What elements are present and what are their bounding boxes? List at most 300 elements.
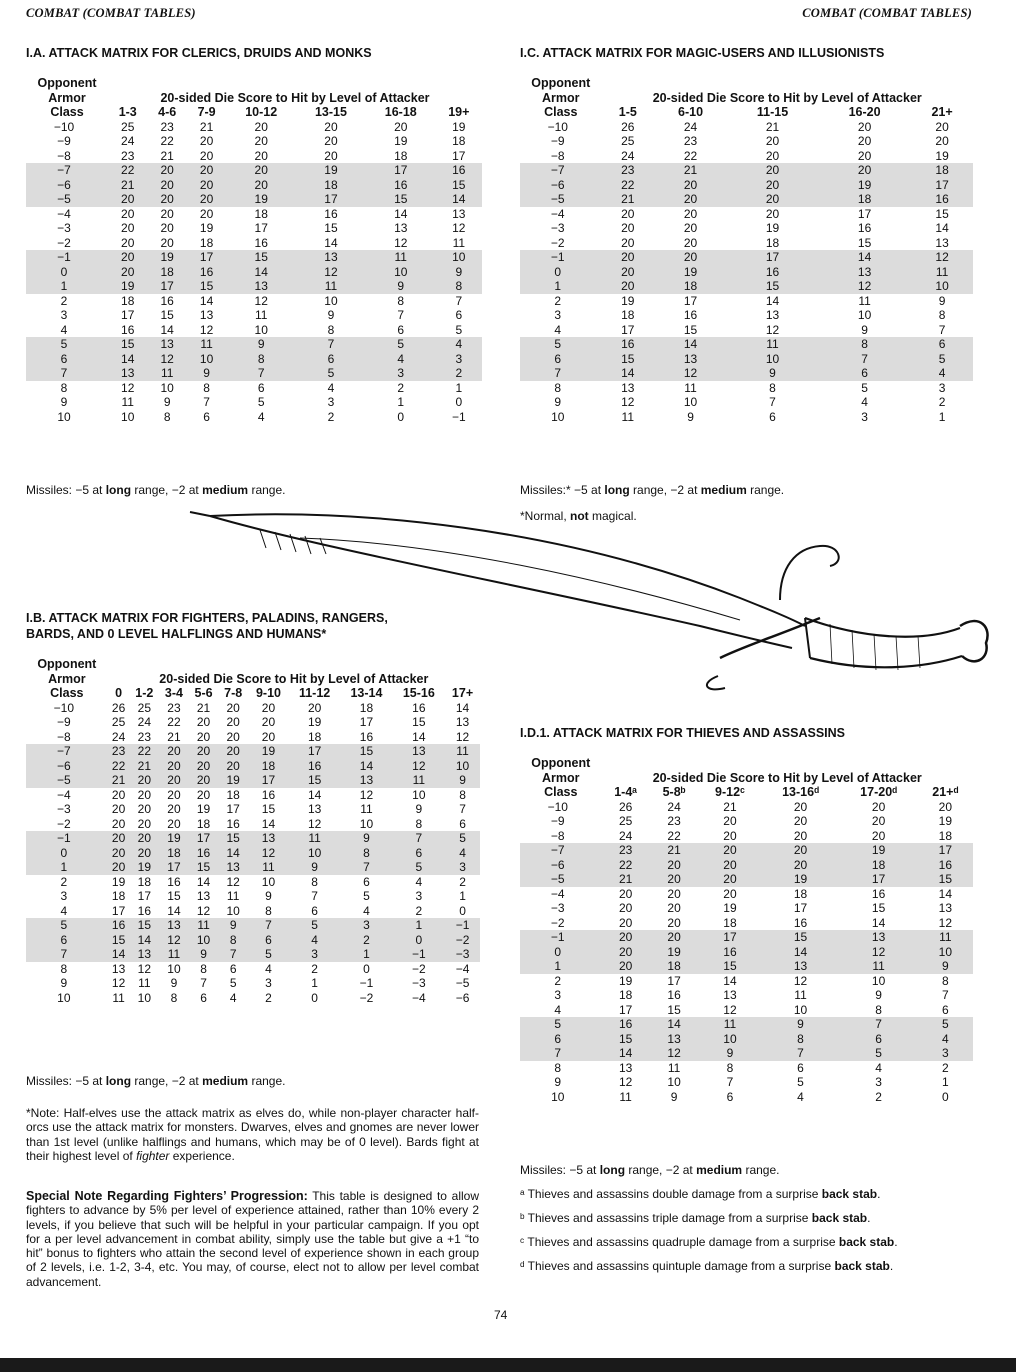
table-row [520,1032,973,1047]
score-cell: 20 [147,163,186,178]
score-cell: 20 [683,221,698,235]
armor-class-cell: −10 [547,799,568,814]
score-cell: 13 [130,947,160,962]
score-cell: 9 [875,988,882,1002]
armor-class-cell: 6 [26,352,108,367]
score-cell: 8 [761,1032,839,1047]
score-cell: 13 [296,250,366,265]
armor-class-cell: −8 [550,148,565,163]
score-cell: 6 [200,990,207,1005]
footnote-bold: back stab [834,1259,890,1273]
score-cell: 3 [436,352,482,367]
score-cell: 18 [111,889,126,903]
missiles-note-id1: Missiles: −5 at long range, −2 at medium range. [520,1163,780,1177]
footnote-end: . [877,1187,881,1201]
table-row [26,236,482,251]
score-cell: 20 [938,799,952,814]
score-cell: 17 [189,831,219,846]
score-cell: 20 [108,265,147,280]
score-cell: 16 [871,886,886,901]
score-cell: 19 [218,773,248,788]
header-level: 13-14 [350,686,383,700]
armor-class-cell: −2 [550,915,565,930]
score-cell: 10 [857,308,872,322]
score-cell: 20 [601,265,654,280]
score-cell: 17 [727,250,818,265]
footnote-end: . [889,1259,894,1273]
score-cell: 20 [621,221,635,235]
score-cell: 6 [397,322,405,337]
score-cell: 12 [455,729,470,744]
score-cell: 17 [918,843,973,858]
header-level: 1-3 [118,105,137,119]
score-cell: 13 [393,744,445,759]
armor-class-cell: −3 [56,802,71,816]
armor-class-cell: −7 [26,163,108,178]
header-level: 1-4ᵃ [614,785,638,799]
score-cell: 20 [621,235,635,250]
attack-matrix-id1 [520,756,973,1104]
score-cell: 14 [160,322,174,337]
score-cell: 23 [160,119,174,134]
score-cell: 12 [137,961,152,976]
score-cell: 4 [445,846,480,861]
score-cell: 7 [200,976,207,990]
score-cell: 20 [254,119,268,134]
armor-class-cell: −1 [520,930,601,945]
score-cell: 11 [621,409,635,424]
score-cell: 9 [445,773,480,788]
table-row [26,976,480,991]
section-title-ia: I.A. ATTACK MATRIX FOR CLERICS, DRUIDS AND MONKS [26,46,372,60]
score-cell: 18 [765,235,780,250]
score-cell: 16 [137,903,152,918]
score-cell: 9 [187,366,226,381]
score-cell: 19 [765,221,780,235]
score-cell: 5 [455,322,463,337]
header-armor: Armor [541,90,580,105]
table-row [520,887,973,902]
table-row [26,730,480,745]
score-cell: −6 [455,990,470,1005]
score-cell: 10 [137,990,152,1005]
score-cell: 4 [861,395,868,409]
armor-class-cell: −8 [56,729,71,744]
armor-class-cell: 8 [554,380,562,395]
score-cell: 26 [111,700,126,715]
table-row [26,149,482,164]
score-cell: 24 [111,729,126,744]
score-cell: 20 [727,192,818,207]
score-cell: 24 [667,799,681,814]
score-cell: −1 [451,409,466,424]
table-row [26,308,482,323]
score-cell: 6 [941,1002,949,1017]
score-cell: 20 [226,178,296,193]
score-cell: 0 [459,903,466,918]
score-cell: 25 [137,700,152,715]
back-stab-footnotes [520,1187,898,1283]
score-cell: 14 [218,846,248,861]
score-cell: 20 [121,221,135,235]
score-cell: 15 [918,872,973,887]
score-cell: 19 [226,192,296,207]
score-cell: 2 [327,409,335,424]
score-cell: 15 [324,221,338,235]
armor-class-cell: −8 [57,148,71,163]
score-cell: 22 [601,178,654,193]
table-row [520,1046,973,1061]
score-cell: 3 [918,1046,973,1061]
armor-class-cell: −5 [520,192,601,207]
score-cell: 14 [601,1046,649,1061]
score-cell: 9 [698,1046,761,1061]
footnote-text: Thieves and assassins triple damage from a surprise [524,1211,812,1225]
score-cell: 3 [415,889,423,903]
score-cell: 15 [366,192,436,207]
armor-class-cell: 8 [554,1060,562,1075]
score-cell: 20 [261,715,276,729]
score-cell: 20 [667,886,681,901]
score-cell: 20 [683,235,698,250]
score-cell: 20 [871,828,886,843]
table-row [26,773,480,788]
armor-class-cell: −5 [520,872,601,887]
score-cell: 23 [137,729,152,744]
table-row [26,860,480,875]
score-cell: 14 [436,192,482,207]
score-cell: 9 [436,265,482,280]
score-cell: 20 [159,759,189,774]
header-level: 5-8ᵇ [662,785,686,799]
score-cell: 20 [618,915,633,930]
score-cell: 12 [452,221,466,235]
score-cell: 9 [727,366,818,381]
score-cell: 16 [359,729,374,744]
score-cell: 4 [911,366,973,381]
score-cell: 19 [654,265,727,280]
score-cell: 20 [108,860,130,875]
score-cell: 9 [670,1089,678,1104]
score-cell: 19 [618,973,633,988]
armor-class-cell: 0 [26,265,108,280]
score-cell: 20 [159,744,189,759]
score-cell: 7 [248,918,289,933]
score-cell: −3 [445,947,480,962]
score-cell: 20 [871,814,886,828]
score-cell: 5 [296,366,366,381]
score-cell: 20 [818,163,911,178]
score-cell: 11 [147,366,186,381]
score-cell: 20 [601,250,654,265]
score-cell: 20 [226,729,240,744]
score-cell: 20 [601,959,649,974]
score-cell: 15 [601,1032,649,1047]
header-armor: Armor [48,671,86,686]
back-stab-footnote [520,1187,898,1202]
attack-matrix-ib [26,657,480,1005]
score-cell: 19 [196,802,211,816]
score-cell: 20 [683,206,698,221]
score-cell: 0 [311,990,318,1005]
score-cell: 6 [726,1089,734,1104]
score-cell: 20 [160,206,174,221]
header-level: 21+ [931,105,953,119]
score-cell: 4 [265,961,272,976]
score-cell: 11 [619,1089,632,1104]
score-cell: 10 [189,933,219,948]
table-row [520,250,973,265]
score-cell: 3 [445,860,480,875]
score-cell: 8 [436,279,482,294]
score-cell: 11 [452,235,466,250]
table-row [26,134,482,149]
armor-class-cell: 7 [520,366,601,381]
armor-class-cell: −2 [550,235,565,250]
score-cell: 13 [307,802,322,816]
score-cell: 8 [311,874,318,889]
score-cell: 10 [667,1075,681,1089]
score-cell: 17 [248,773,289,788]
score-cell: 21 [654,163,727,178]
table-row [520,858,973,873]
armor-class-cell: 4 [60,322,68,337]
score-cell: 21 [167,729,181,744]
score-cell: 10 [436,250,482,265]
armor-class-cell: −6 [26,759,108,774]
score-cell: 20 [196,787,211,802]
score-cell: 20 [723,828,737,843]
score-cell: 12 [196,903,211,918]
score-cell: 17 [226,802,240,816]
score-cell: 10 [918,945,973,960]
back-stab-footnote [520,1259,898,1274]
score-cell: 8 [265,903,272,918]
score-cell: 12 [621,395,635,409]
score-cell: 14 [108,947,130,962]
header-die-score: 20-sided Die Score to Hit by Level of Attacker [652,90,922,105]
header-die-score: 20-sided Die Score to Hit by Level of Attacker [160,90,430,105]
score-cell: 8 [163,409,171,424]
score-cell: 23 [683,134,698,148]
score-cell: −1 [359,976,374,990]
section-title-id1: I.D.1. ATTACK MATRIX FOR THIEVES AND ASSASSINS [520,726,846,740]
score-cell: 20 [189,773,219,788]
score-cell: 2 [875,1089,882,1104]
score-cell: 20 [226,715,240,729]
header-die-score: 20-sided Die Score to Hit by Level of Attacker [652,770,922,785]
table-row [26,918,480,933]
score-cell: 16 [121,322,135,337]
score-cell: 15 [187,279,226,294]
header-level: 7-8 [224,686,243,700]
score-cell: 13 [818,265,911,280]
score-cell: 13 [455,715,470,729]
footnote-end: . [867,1211,871,1225]
score-cell: 4 [797,1089,804,1104]
score-cell: 5 [289,918,340,933]
score-cell: 20 [857,134,872,148]
score-cell: 24 [683,119,698,134]
score-cell: 0 [941,1089,949,1104]
score-cell: 13 [618,1060,633,1075]
score-cell: 15 [761,930,839,945]
score-cell: 9 [861,322,868,337]
table-row [520,930,973,945]
score-cell: 12 [393,759,445,774]
table-row [26,120,482,135]
score-cell: 15 [261,802,276,816]
score-cell: 18 [254,206,268,221]
score-cell: 20 [167,787,181,802]
score-cell: 19 [840,843,918,858]
armor-class-cell: 8 [60,380,68,395]
score-cell: 7 [393,831,445,846]
table-row [520,1090,973,1105]
score-cell: 16 [412,700,426,715]
score-cell: 15 [189,860,219,875]
armor-class-cell: −10 [53,119,75,134]
header-level: 19+ [448,105,470,119]
score-cell: 20 [650,872,699,887]
score-cell: 13 [340,773,392,788]
score-cell: 25 [621,134,635,148]
score-cell: 20 [121,206,135,221]
armor-class-cell: 9 [60,976,68,990]
score-cell: 20 [618,886,633,901]
header-level: 21+ᵈ [932,785,959,799]
score-cell: 15 [683,322,698,337]
table-row [26,366,482,381]
score-cell: 20 [761,858,839,873]
score-cell: 20 [261,729,276,744]
score-cell: 8 [218,933,248,948]
header-level: 9-12ᶜ [715,785,745,799]
table-row [26,352,482,367]
score-cell: 20 [871,799,886,814]
armor-class-cell: 8 [60,961,68,976]
armor-class-cell: 10 [57,409,71,424]
armor-class-cell: −7 [26,744,108,759]
score-cell: 20 [108,831,130,846]
score-cell: 20 [723,886,737,901]
header-opponent: Opponent [531,756,591,770]
score-cell: 4 [875,1060,882,1075]
score-cell: 25 [111,715,126,729]
score-cell: 9 [761,1017,839,1032]
score-cell: 20 [698,858,761,873]
table-row [520,149,973,164]
armor-class-cell: 3 [60,889,68,903]
score-cell: 17 [618,1002,633,1017]
score-cell: 7 [818,352,911,367]
table-row [520,872,973,887]
score-cell: 12 [818,279,911,294]
score-cell: 20 [654,250,727,265]
score-cell: −2 [359,990,374,1005]
score-cell: 17 [147,279,186,294]
score-cell: 11 [360,802,373,816]
table-row [26,279,482,294]
score-cell: 11 [121,395,134,409]
score-cell: 15 [160,308,174,322]
header-level: 13-15 [314,105,347,119]
table-row [520,974,973,989]
score-cell: 8 [726,1060,734,1075]
score-cell: 6 [455,308,463,322]
score-cell: 20 [159,773,189,788]
score-cell: 11 [393,773,445,788]
score-cell: 20 [218,759,248,774]
score-cell: 8 [226,352,296,367]
score-cell: 16 [727,265,818,280]
score-cell: 7 [761,1046,839,1061]
armor-class-cell: −1 [26,250,108,265]
armor-class-cell: −9 [56,715,71,729]
score-cell: 19 [108,279,147,294]
score-cell: 17 [137,889,152,903]
armor-class-cell: 2 [554,293,562,308]
score-cell: 14 [650,1017,699,1032]
table-row [26,759,480,774]
header-level: 7-9 [197,105,216,119]
score-cell: 14 [108,352,147,367]
score-cell: 19 [248,744,289,759]
table-row [520,279,973,294]
table-row [520,901,973,916]
armor-class-cell: −9 [550,134,565,148]
score-cell: 17 [289,744,340,759]
table-row [520,163,973,178]
score-cell: 16 [667,988,681,1002]
score-cell: 6 [840,1032,918,1047]
score-cell: 10 [683,395,698,409]
score-cell: 22 [667,828,681,843]
score-cell: 16 [261,787,276,802]
header-opponent: Opponent [531,76,591,90]
header-level: 16-18 [384,105,417,119]
score-cell: 13 [199,308,214,322]
score-cell: 13 [650,1032,699,1047]
score-cell: 18 [196,816,211,831]
score-cell: 16 [857,221,872,235]
score-cell: 6 [257,380,265,395]
score-cell: 11 [445,744,480,759]
score-cell: 12 [226,874,240,889]
table-row [26,381,482,396]
score-cell: 18 [621,308,635,322]
score-cell: 12 [307,816,322,831]
score-cell: 8 [941,973,949,988]
score-cell: 11 [289,831,340,846]
table-row [26,207,482,222]
score-cell: 20 [857,148,872,163]
score-cell: 9 [327,308,335,322]
score-cell: 3 [366,366,436,381]
section-title-ib-line1: I.B. ATTACK MATRIX FOR FIGHTERS, PALADINS, RANGERS, [26,611,388,625]
score-cell: 10 [226,903,240,918]
armor-class-cell: −3 [57,221,71,235]
armor-class-cell: 5 [520,337,601,352]
score-cell: 16 [918,858,973,873]
header-level: 15-16 [402,686,435,700]
score-cell: 12 [121,380,135,395]
score-cell: 15 [108,933,130,948]
header-level: 1-2 [135,686,154,700]
score-cell: 5 [918,1017,973,1032]
score-cell: 20 [137,787,152,802]
score-cell: 20 [196,729,211,744]
